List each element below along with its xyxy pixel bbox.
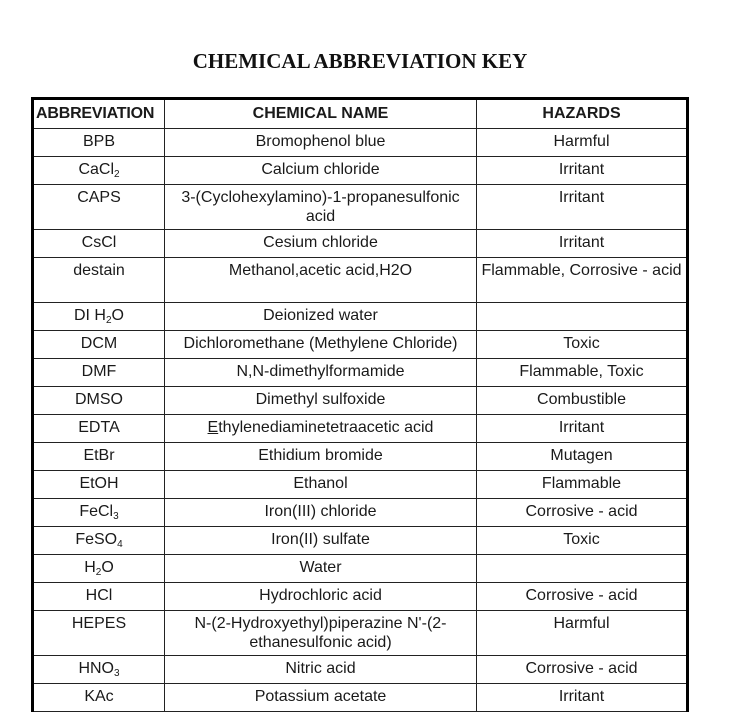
hazards-cell: Irritant (477, 230, 688, 258)
table-row (33, 684, 688, 712)
abbreviation-cell (33, 611, 165, 656)
subscript: 4 (117, 539, 123, 550)
chemical-name-cell: Ethidium bromide (165, 443, 477, 471)
hazards-cell: Irritant (477, 684, 688, 712)
hazards-cell: Harmful (477, 611, 688, 656)
abbreviation-cell (33, 359, 165, 387)
abbreviation-cell (33, 471, 165, 499)
abbreviation-cell (33, 499, 165, 527)
hazards-cell (477, 555, 688, 583)
hazards-cell: Irritant (477, 185, 688, 230)
abbreviation-text: HCl (85, 587, 113, 604)
table-row (33, 157, 688, 185)
abbreviation-cell (33, 656, 165, 684)
abbreviation-text: CAPS (77, 189, 121, 206)
hazards-cell: Mutagen (477, 443, 688, 471)
hazards-cell: Corrosive - acid (477, 583, 688, 611)
abbreviation-text: DMSO (75, 391, 123, 408)
abbreviation-text: CaCl (78, 161, 114, 178)
chemical-name-cell: Nitric acid (165, 656, 477, 684)
hazards-cell: Toxic (477, 331, 688, 359)
hazards-cell: Toxic (477, 527, 688, 555)
abbreviation-cell (33, 387, 165, 415)
table-row (33, 555, 688, 583)
abbreviation-text: DCM (80, 335, 118, 352)
chemical-name-cell: Water (165, 555, 477, 583)
chemical-name-cell: Iron(III) chloride (165, 499, 477, 527)
column-header-hazards: HAZARDS (477, 99, 688, 129)
chemical-name-cell: Cesium chloride (165, 230, 477, 258)
hazards-cell: Irritant (477, 415, 688, 443)
abbreviation-cell (33, 303, 165, 331)
abbreviation-tail: O (101, 559, 114, 576)
table-row (33, 471, 688, 499)
underlined-initial: E (207, 419, 219, 436)
subscript: 2 (105, 315, 112, 326)
abbreviation-cell (33, 583, 165, 611)
table-header-row (33, 99, 688, 129)
abbreviation-text: DI H (73, 307, 106, 324)
column-header-abbreviation: ABBREVIATION (33, 99, 165, 129)
subscript: 2 (114, 169, 120, 180)
table-row (33, 611, 688, 656)
abbreviation-text: BPB (82, 133, 115, 150)
chemical-name-cell: 3-(Cyclohexylamino)-1-propanesulfonic acid (165, 185, 477, 230)
chemical-name-cell: Potassium acetate (165, 684, 477, 712)
abbreviation-cell (33, 258, 165, 303)
abbreviation-cell (33, 331, 165, 359)
hazards-cell: Flammable, Corrosive - acid (477, 258, 688, 303)
document-title: CHEMICAL ABBREVIATION KEY (192, 49, 528, 73)
subscript: 3 (113, 511, 119, 522)
hazards-cell: Flammable (477, 471, 688, 499)
abbreviation-text: EDTA (78, 419, 120, 436)
abbreviation-text: EtOH (79, 475, 119, 492)
abbreviation-text: destain (73, 262, 125, 279)
abbreviation-text: CsCl (81, 234, 117, 251)
abbreviation-text: FeCl (79, 503, 114, 520)
chemical-name-cell: Ethanol (165, 471, 477, 499)
abbreviation-text: HNO (78, 660, 114, 677)
abbreviation-cell (33, 230, 165, 258)
table-row (33, 303, 688, 331)
column-header-chemical-name: CHEMICAL NAME (165, 99, 477, 129)
hazards-cell: Flammable, Toxic (477, 359, 688, 387)
table-row (33, 415, 688, 443)
chemical-name-cell: Dimethyl sulfoxide (165, 387, 477, 415)
chemical-name-cell: Iron(II) sulfate (165, 527, 477, 555)
table-row (33, 185, 688, 230)
abbreviation-text: FeSO (75, 531, 118, 548)
abbreviation-text: DMF (81, 363, 117, 380)
abbreviation-cell (33, 527, 165, 555)
table-row (33, 129, 688, 157)
chemical-name-text: thylenediaminetetraacetic acid (218, 419, 434, 436)
chemical-name-cell: Dichloromethane (Methylene Chloride) (165, 331, 477, 359)
subscript: 3 (114, 668, 120, 679)
table-row (33, 499, 688, 527)
chemical-name-cell: Calcium chloride (165, 157, 477, 185)
abbreviation-tail: O (111, 307, 124, 324)
table-row (33, 258, 688, 303)
chemical-name-cell: Hydrochloric acid (165, 583, 477, 611)
abbreviation-cell (33, 555, 165, 583)
table-row (33, 443, 688, 471)
abbreviation-text: EtBr (83, 447, 115, 464)
abbreviation-cell (33, 415, 165, 443)
table-row (33, 331, 688, 359)
hazards-cell: Corrosive - acid (477, 656, 688, 684)
abbreviation-text: H (84, 559, 96, 576)
hazards-cell (477, 303, 688, 331)
abbreviation-cell (33, 129, 165, 157)
chemical-name-cell: Deionized water (165, 303, 477, 331)
table-row (33, 230, 688, 258)
table-row (33, 583, 688, 611)
subscript: 2 (95, 567, 102, 578)
abbreviation-text: HEPES (71, 615, 127, 632)
abbreviation-cell (33, 684, 165, 712)
abbreviation-text: KAc (84, 688, 114, 705)
abbreviation-cell (33, 185, 165, 230)
table-row (33, 527, 688, 555)
hazards-cell: Corrosive - acid (477, 499, 688, 527)
chemical-name-cell: N,N-dimethylformamide (165, 359, 477, 387)
table-row (33, 387, 688, 415)
table-row (33, 656, 688, 684)
chemical-name-cell (165, 415, 477, 443)
abbreviation-cell (33, 157, 165, 185)
chemical-name-cell: Methanol,acetic acid,H2O (165, 258, 477, 303)
chemical-name-cell: N-(2-Hydroxyethyl)piperazine N'-(2-ethanesulfonic acid) (165, 611, 477, 656)
hazards-cell: Combustible (477, 387, 688, 415)
chemical-abbreviation-table (31, 97, 689, 712)
hazards-cell: Harmful (477, 129, 688, 157)
hazards-cell: Irritant (477, 157, 688, 185)
abbreviation-cell (33, 443, 165, 471)
chemical-name-cell: Bromophenol blue (165, 129, 477, 157)
table-row (33, 359, 688, 387)
